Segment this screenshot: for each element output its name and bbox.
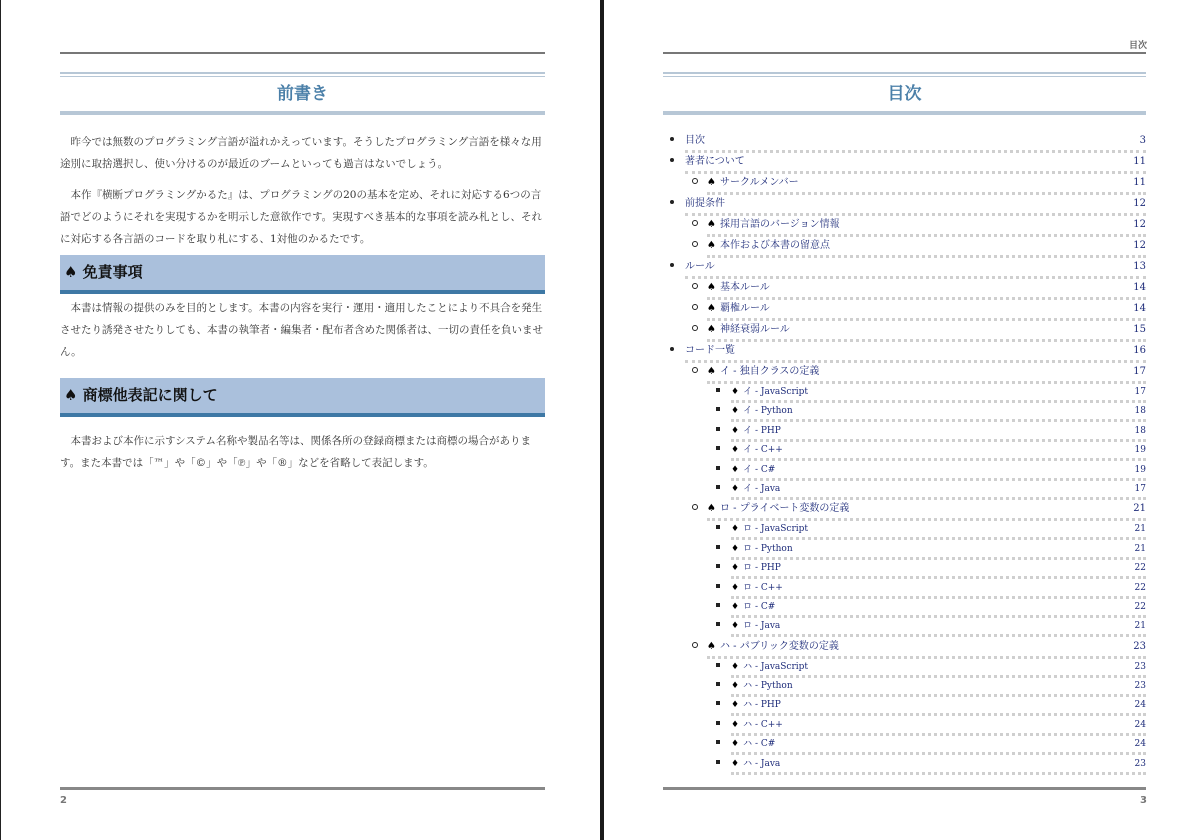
toc-page-number[interactable]: 23 (1133, 640, 1146, 652)
toc-entry-text: ロ - Java (743, 621, 781, 632)
toc-entry-label[interactable] (731, 738, 775, 750)
page-title: 前書き (277, 84, 328, 104)
toc-entry-text: ロ - PHP (743, 563, 781, 574)
bullet-icon (716, 663, 720, 667)
toc-page-number[interactable]: 14 (1133, 303, 1146, 314)
toc-entry-label[interactable] (731, 464, 775, 476)
toc-entry-label[interactable] (707, 502, 849, 516)
bullet-icon (716, 701, 720, 705)
toc-page-number[interactable]: 22 (1134, 563, 1146, 574)
toc-entry[interactable] (663, 659, 1146, 678)
toc-leader (731, 661, 1146, 678)
diamond-icon: ♦ (731, 601, 740, 612)
section-heading-text: ♠ 免責事項 (64, 263, 143, 281)
section-heading-text: ♠ 商標他表記に関して (64, 386, 218, 404)
toc-leader (731, 483, 1146, 500)
table-of-contents (663, 132, 1146, 775)
toc-page-number[interactable]: 23 (1134, 661, 1146, 672)
toc-entry[interactable] (663, 258, 1146, 279)
toc-entry[interactable] (663, 521, 1146, 540)
spade-icon: ♠ (707, 503, 716, 515)
toc-leader (731, 719, 1146, 736)
diamond-icon: ♦ (731, 524, 740, 535)
toc-leader (707, 239, 1146, 258)
page-title: 目次 (887, 84, 922, 104)
toc-page-number[interactable]: 11 (1133, 177, 1146, 188)
bullet-icon (716, 760, 720, 764)
spade-icon: ♠ (707, 177, 716, 188)
toc-page-number[interactable]: 21 (1134, 621, 1146, 632)
toc-entry-text: サークルメンバー (719, 177, 799, 188)
toc-leader (731, 386, 1146, 403)
bullet-icon (670, 200, 674, 204)
toc-page-number[interactable]: 19 (1134, 445, 1146, 456)
toc-leader (685, 197, 1146, 216)
toc-page-number[interactable]: 12 (1133, 198, 1146, 209)
toc-page-number[interactable]: 21 (1133, 503, 1146, 515)
toc-entry-text: 目次 (685, 135, 705, 146)
toc-page-number[interactable]: 19 (1134, 464, 1146, 475)
toc-leader (685, 260, 1146, 279)
toc-entry-text: ロ - プライベート変数の定義 (719, 503, 850, 515)
toc-entry[interactable] (663, 423, 1146, 442)
toc-leader (707, 176, 1146, 195)
toc-entry-label[interactable] (731, 582, 783, 594)
toc-page-number[interactable]: 21 (1134, 543, 1146, 554)
toc-entry-text: イ - C++ (743, 445, 783, 456)
toc-leader (731, 543, 1146, 560)
toc-entry-text: 基本ルール (719, 282, 770, 293)
toc-entry-label[interactable] (685, 260, 715, 274)
toc-entry-text: ハ - JavaScript (743, 661, 809, 672)
toc-entry-text: コード一覧 (685, 345, 735, 356)
bullet-icon (716, 721, 720, 725)
bullet-icon (716, 584, 720, 588)
toc-entry-text: イ - C# (743, 464, 776, 475)
toc-leader (731, 758, 1146, 775)
bullet-icon (692, 504, 698, 510)
toc-entry-label[interactable] (731, 719, 783, 731)
toc-entry-label[interactable] (731, 543, 793, 555)
diamond-icon: ♦ (731, 758, 740, 769)
toc-entry[interactable] (663, 500, 1146, 521)
toc-entry-text: イ - 独自クラスの定義 (719, 366, 820, 377)
toc-leader (685, 134, 1146, 153)
toc-entry[interactable] (663, 638, 1146, 659)
toc-entry-label[interactable] (731, 483, 780, 495)
toc-entry-label[interactable] (707, 302, 770, 316)
bullet-icon (716, 388, 720, 392)
toc-page-number[interactable]: 23 (1134, 758, 1146, 769)
page-number: 3 (1140, 795, 1147, 806)
toc-leader (731, 425, 1146, 442)
toc-page-number[interactable]: 23 (1134, 681, 1146, 692)
toc-entry-text: 採用言語のバージョン情報 (719, 219, 840, 230)
toc-leader (707, 640, 1146, 659)
toc-leader (731, 562, 1146, 579)
toc-leader (731, 405, 1146, 422)
toc-entry-label[interactable] (707, 323, 790, 337)
toc-entry-label[interactable] (731, 386, 808, 398)
toc-entry-text: ハ - パブリック変数の定義 (719, 640, 839, 652)
toc-leader (707, 218, 1146, 237)
toc-page-number[interactable]: 22 (1134, 601, 1146, 612)
toc-entry[interactable] (663, 321, 1146, 342)
toc-page-number[interactable]: 15 (1133, 324, 1146, 335)
toc-entry-label[interactable] (731, 523, 808, 535)
toc-entry[interactable] (663, 580, 1146, 599)
diamond-icon: ♦ (731, 445, 740, 456)
toc-entry-label[interactable] (707, 176, 799, 190)
toc-entry-text: 神経衰弱ルール (719, 324, 790, 335)
bullet-icon (716, 682, 720, 686)
toc-entry-label[interactable] (685, 197, 725, 211)
diamond-icon: ♦ (731, 563, 740, 574)
toc-entry[interactable] (663, 342, 1146, 363)
toc-entry[interactable] (663, 462, 1146, 481)
bullet-icon (670, 158, 674, 162)
toc-entry-label[interactable] (707, 218, 840, 232)
bullet-icon (670, 263, 674, 267)
toc-leader (685, 344, 1146, 363)
toc-leader (707, 323, 1146, 342)
toc-entry-label[interactable] (731, 661, 808, 673)
toc-leader (731, 523, 1146, 540)
toc-leader (685, 155, 1146, 174)
toc-entry[interactable] (663, 279, 1146, 300)
top-rule (663, 52, 1146, 54)
bullet-icon (716, 407, 720, 411)
toc-entry-label[interactable] (685, 344, 735, 358)
diamond-icon: ♦ (731, 387, 740, 397)
toc-page-number[interactable]: 12 (1133, 240, 1146, 251)
bullet-icon (716, 466, 720, 470)
toc-entry[interactable] (663, 678, 1146, 697)
toc-page-number[interactable]: 3 (1139, 135, 1146, 146)
diamond-icon: ♦ (731, 700, 740, 711)
toc-page-number[interactable]: 14 (1133, 282, 1146, 293)
bullet-icon (670, 137, 674, 141)
toc-entry[interactable] (663, 403, 1146, 422)
toc-entry-text: ハ - Java (743, 758, 781, 769)
diamond-icon: ♦ (731, 681, 740, 692)
toc-page-number[interactable]: 18 (1134, 425, 1146, 436)
diamond-icon: ♦ (731, 483, 740, 494)
spade-icon: ♠ (707, 640, 716, 652)
toc-entry-text: 覇権ルール (719, 303, 770, 314)
toc-entry-text: ハ - C++ (743, 719, 783, 730)
toc-entry-text: ロ - Python (743, 543, 793, 554)
toc-page-number[interactable]: 24 (1134, 739, 1146, 750)
toc-entry-text: 著者について (685, 156, 745, 167)
title-band (60, 72, 545, 115)
toc-entry[interactable] (663, 442, 1146, 461)
diamond-icon: ♦ (731, 543, 740, 554)
spade-icon: ♠ (707, 303, 716, 314)
toc-entry-label[interactable] (731, 680, 793, 692)
diamond-icon: ♦ (731, 425, 740, 436)
toc-leader (731, 601, 1146, 618)
bullet-icon (716, 622, 720, 626)
toc-entry-label[interactable] (685, 134, 705, 148)
toc-entry[interactable] (663, 153, 1146, 174)
toc-entry-text: イ - PHP (743, 425, 781, 436)
diamond-icon: ♦ (731, 661, 740, 672)
toc-entry-text: 本作および本書の留意点 (719, 240, 830, 251)
toc-entry-label[interactable] (707, 640, 839, 654)
toc-entry[interactable] (663, 237, 1146, 258)
toc-leader (707, 365, 1146, 384)
toc-leader (731, 680, 1146, 697)
spade-icon: ♠ (707, 324, 716, 335)
toc-page-number[interactable]: 18 (1134, 406, 1146, 417)
bullet-icon (716, 603, 720, 607)
toc-entry[interactable] (663, 174, 1146, 195)
toc-entry[interactable] (663, 756, 1146, 775)
toc-entry[interactable] (663, 216, 1146, 237)
spade-icon: ♠ (707, 366, 716, 377)
running-header: 目次 (1128, 41, 1147, 51)
toc-entry-label[interactable] (731, 444, 783, 456)
toc-entry-text: ロ - C++ (743, 582, 783, 593)
toc-page-number[interactable]: 11 (1133, 156, 1146, 167)
bullet-icon (692, 283, 698, 289)
toc-leader (707, 281, 1146, 300)
toc-leader (707, 502, 1146, 521)
bullet-icon (692, 220, 698, 226)
intro-paragraph-1: 昨今では無数のプログラミング言語が溢れかえっています。そうしたプログラミング言語を様々な用途別に取捨選択し、使い分けるのが最近のブームといっても過言はないでしょう。 (60, 136, 542, 170)
left-page (0, 0, 600, 840)
toc-entry-label[interactable] (731, 562, 781, 574)
title-band (663, 72, 1146, 115)
toc-entry[interactable] (663, 736, 1146, 755)
section-heading-trademarks (60, 378, 545, 417)
trademark-paragraph: 本書および本作に示すシステム名称や製品名等は、関係各所の登録商標または商標の場合があります。また本書では「™」や「©」や「℗」や「®」などを省略して表記します。 (60, 435, 532, 469)
toc-entry-label[interactable] (731, 601, 775, 613)
toc-entry[interactable] (663, 195, 1146, 216)
spade-icon: ♠ (707, 282, 716, 293)
toc-entry[interactable] (663, 560, 1146, 579)
toc-entry-label[interactable] (707, 239, 830, 253)
toc-entry[interactable] (663, 132, 1146, 153)
toc-page-number[interactable]: 13 (1133, 261, 1146, 272)
bottom-rule (60, 787, 545, 790)
bullet-icon (692, 241, 698, 247)
toc-entry-label[interactable] (731, 620, 780, 632)
toc-entry-label[interactable] (731, 758, 780, 770)
toc-entry[interactable] (663, 717, 1146, 736)
toc-entry[interactable] (663, 618, 1146, 637)
toc-entry-text: ハ - PHP (743, 700, 781, 711)
toc-entry-label[interactable] (731, 699, 781, 711)
toc-page-number[interactable]: 24 (1134, 700, 1146, 711)
toc-entry[interactable] (663, 697, 1146, 716)
spade-icon: ♠ (707, 219, 716, 230)
bullet-icon (692, 304, 698, 310)
toc-page-number[interactable]: 24 (1134, 719, 1146, 730)
bottom-rule (663, 787, 1146, 790)
bullet-icon (692, 325, 698, 331)
toc-page-number[interactable]: 16 (1133, 345, 1146, 356)
bullet-icon (716, 485, 720, 489)
toc-leader (731, 620, 1146, 637)
toc-entry-text: ロ - JavaScript (743, 524, 809, 535)
bullet-icon (692, 642, 698, 648)
toc-leader (731, 699, 1146, 716)
bullet-icon (716, 564, 720, 568)
toc-page-number[interactable]: 17 (1134, 483, 1146, 494)
toc-entry-text: ルール (685, 261, 715, 272)
toc-leader (731, 582, 1146, 599)
disclaimer-paragraph: 本書は情報の提供のみを目的とします。本書の内容を実行・運用・適用したことにより不具合を発生させたり誘発させたりしても、本書の執筆者・編集者・配布者含めた関係者は、一切の責任を負いません。 (60, 302, 543, 358)
toc-entry[interactable] (663, 599, 1146, 618)
page-number: 2 (60, 795, 67, 806)
section-heading-disclaimer (60, 255, 545, 294)
diamond-icon: ♦ (731, 719, 740, 730)
top-rule (60, 52, 545, 54)
toc-entry-text: ロ - C# (743, 601, 776, 612)
diamond-icon: ♦ (731, 621, 740, 632)
toc-entry-label[interactable] (707, 365, 819, 379)
toc-entry-label[interactable] (731, 405, 793, 417)
toc-entry[interactable] (663, 363, 1146, 384)
bullet-icon (716, 427, 720, 431)
toc-leader (707, 302, 1146, 321)
toc-entry-text: イ - JavaScript (743, 387, 809, 397)
bullet-icon (716, 740, 720, 744)
toc-page-number[interactable]: 21 (1134, 524, 1146, 535)
diamond-icon: ♦ (731, 739, 740, 750)
toc-entry[interactable] (663, 300, 1146, 321)
toc-entry-label[interactable] (731, 425, 781, 437)
toc-entry-text: ハ - Python (743, 681, 793, 692)
spade-icon: ♠ (707, 240, 716, 251)
toc-entry-label[interactable] (685, 155, 745, 169)
toc-entry-text: ハ - C# (743, 739, 776, 750)
diamond-icon: ♦ (731, 464, 740, 475)
toc-leader (731, 464, 1146, 481)
toc-leader (731, 738, 1146, 755)
bullet-icon (716, 446, 720, 450)
bullet-icon (670, 347, 674, 351)
toc-entry[interactable] (663, 541, 1146, 560)
toc-entry[interactable] (663, 384, 1146, 403)
toc-page-number[interactable]: 22 (1134, 582, 1146, 593)
diamond-icon: ♦ (731, 406, 740, 417)
toc-entry-text: 前提条件 (685, 198, 725, 209)
bullet-icon (716, 525, 720, 529)
toc-entry-text: イ - Python (743, 406, 793, 417)
toc-entry-label[interactable] (707, 281, 770, 295)
right-page (604, 0, 1201, 840)
bullet-icon (692, 178, 698, 184)
toc-entry[interactable] (663, 481, 1146, 500)
diamond-icon: ♦ (731, 582, 740, 593)
toc-page-number[interactable]: 17 (1134, 387, 1146, 397)
toc-page-number[interactable]: 17 (1133, 366, 1146, 377)
toc-entry-text: イ - Java (743, 483, 781, 494)
bullet-icon (692, 367, 698, 373)
toc-page-number[interactable]: 12 (1133, 219, 1146, 230)
intro-paragraph-2: 本作『横断プログラミングかるた』は、プログラミングの20の基本を定め、それに対応する6つの言語でどのようにそれを実現するかを明示した意欲作です。実現すべき基本的な事項を読み札とし、それに対応する各言語のコードを取り札にする、1対他のかるたです。 (60, 189, 542, 245)
toc-leader (731, 444, 1146, 461)
bullet-icon (716, 545, 720, 549)
